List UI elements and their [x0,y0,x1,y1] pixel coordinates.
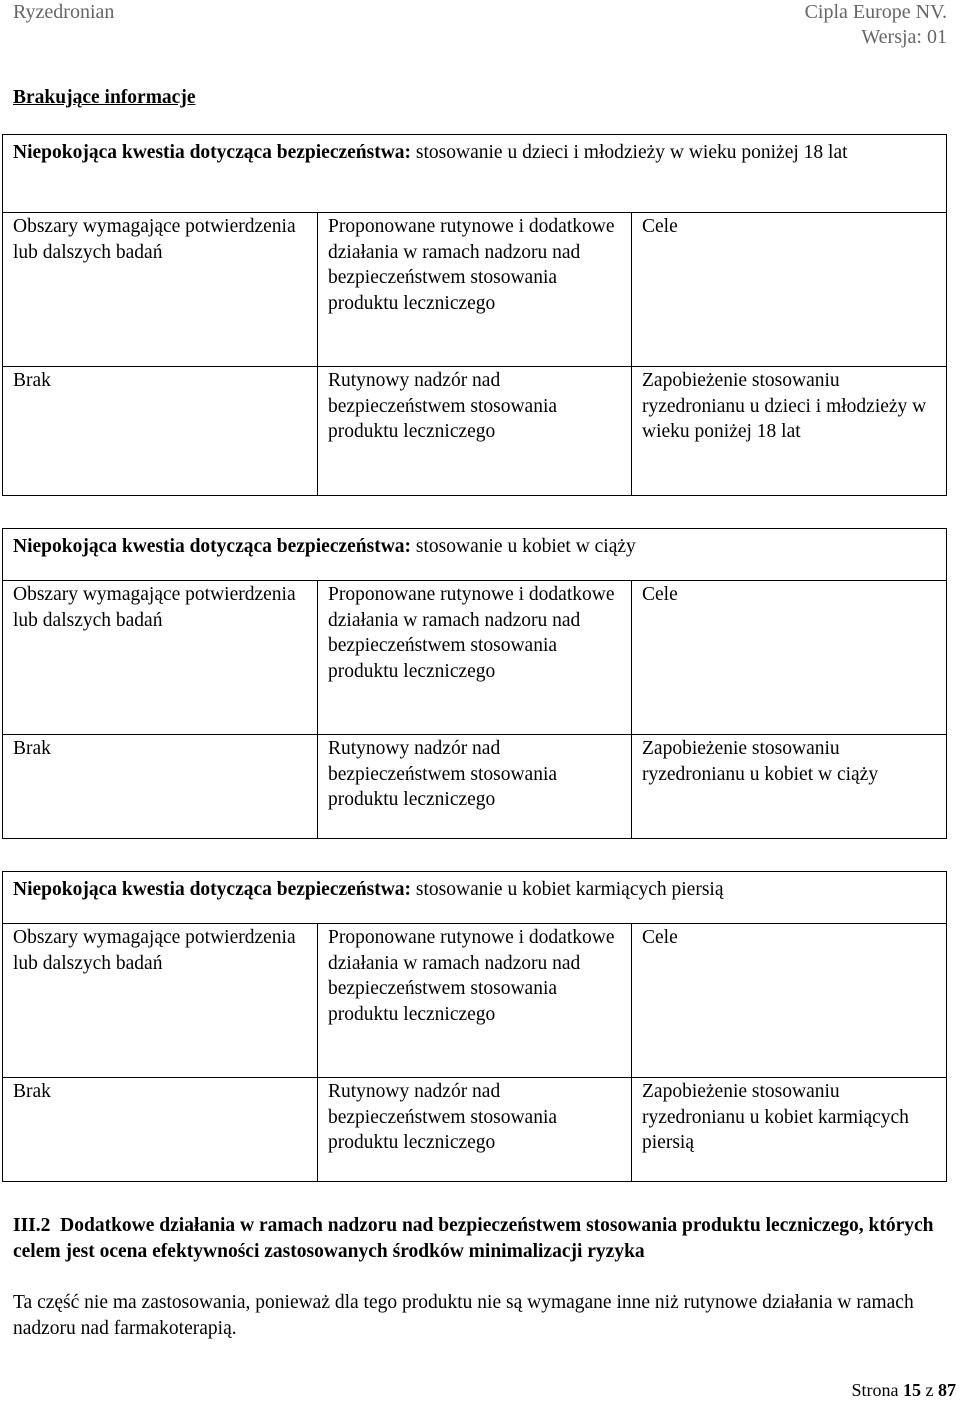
concern-title-cell [3,135,947,213]
value-actions: Rutynowy nadzór nad bezpieczeństwem stosowania produktu leczniczego [318,1078,632,1182]
concern-label: Niepokojąca kwestia dotycząca bezpieczeństwa: [13,142,412,163]
page-total: 87 [938,1380,956,1400]
concern-title-cell [3,872,947,924]
concern-text: stosowanie u kobiet w ciąży [411,536,636,557]
col-header-objectives: Cele [632,581,947,735]
page-separator: z [921,1380,938,1400]
header-version: Wersja: 01 [861,26,947,48]
col-header-actions: Proponowane rutynowe i dodatkowe działania w ramach nadzoru nad bezpieczeństwem stosowania produktu leczniczego [318,213,632,367]
value-areas: Brak [3,367,318,496]
concern-text: stosowanie u kobiet karmiących piersią [411,879,724,900]
page-number: 15 [903,1380,921,1400]
section-iii-2-heading [13,1213,943,1264]
section-number: III.2 [13,1215,51,1236]
concern-title-cell [3,529,947,581]
page-prefix: Strona [851,1380,903,1400]
concern-label: Niepokojąca kwestia dotycząca bezpieczeństwa: [13,879,412,900]
safety-concern-table-breastfeeding [2,871,947,1182]
col-header-actions: Proponowane rutynowe i dodatkowe działania w ramach nadzoru nad bezpieczeństwem stosowania produktu leczniczego [318,924,632,1078]
value-objectives: Zapobieżenie stosowaniu ryzedronianu u kobiet karmiących piersią [632,1078,947,1182]
section-title: Brakujące informacje [13,87,196,108]
concern-text: stosowanie u dzieci i młodzieży w wieku poniżej 18 lat [411,142,848,163]
value-actions: Rutynowy nadzór nad bezpieczeństwem stosowania produktu leczniczego [318,367,632,496]
col-header-actions: Proponowane rutynowe i dodatkowe działania w ramach nadzoru nad bezpieczeństwem stosowania produktu leczniczego [318,581,632,735]
col-header-objectives: Cele [632,213,947,367]
concern-label: Niepokojąca kwestia dotycząca bezpieczeństwa: [13,536,412,557]
header-company: Cipla Europe NV. [804,1,947,23]
header-product-name: Ryzedronian [13,1,115,23]
col-header-areas: Obszary wymagające potwierdzenia lub dalszych badań [3,581,318,735]
value-objectives: Zapobieżenie stosowaniu ryzedronianu u dzieci i młodzieży w wieku poniżej 18 lat [632,367,947,496]
value-actions: Rutynowy nadzór nad bezpieczeństwem stosowania produktu leczniczego [318,735,632,839]
value-areas: Brak [3,735,318,839]
body-paragraph: Ta część nie ma zastosowania, ponieważ dla tego produktu nie są wymagane inne niż rutynowe działania w ramach nadzoru nad farmakoterapią. [13,1292,914,1339]
section-heading-text: Dodatkowe działania w ramach nadzoru nad bezpieczeństwem stosowania produktu leczniczego, których celem jest ocena efektywności zastosowanych środków minimalizacji ryzyka [13,1215,939,1262]
col-header-objectives: Cele [632,924,947,1078]
safety-concern-table-children [2,134,947,496]
page-footer [852,1378,957,1404]
value-objectives: Zapobieżenie stosowaniu ryzedronianu u kobiet w ciąży [632,735,947,839]
value-areas: Brak [3,1078,318,1182]
col-header-areas: Obszary wymagające potwierdzenia lub dalszych badań [3,924,318,1078]
col-header-areas: Obszary wymagające potwierdzenia lub dalszych badań [3,213,318,367]
header-company-version [805,0,947,50]
safety-concern-table-pregnancy [2,528,947,839]
